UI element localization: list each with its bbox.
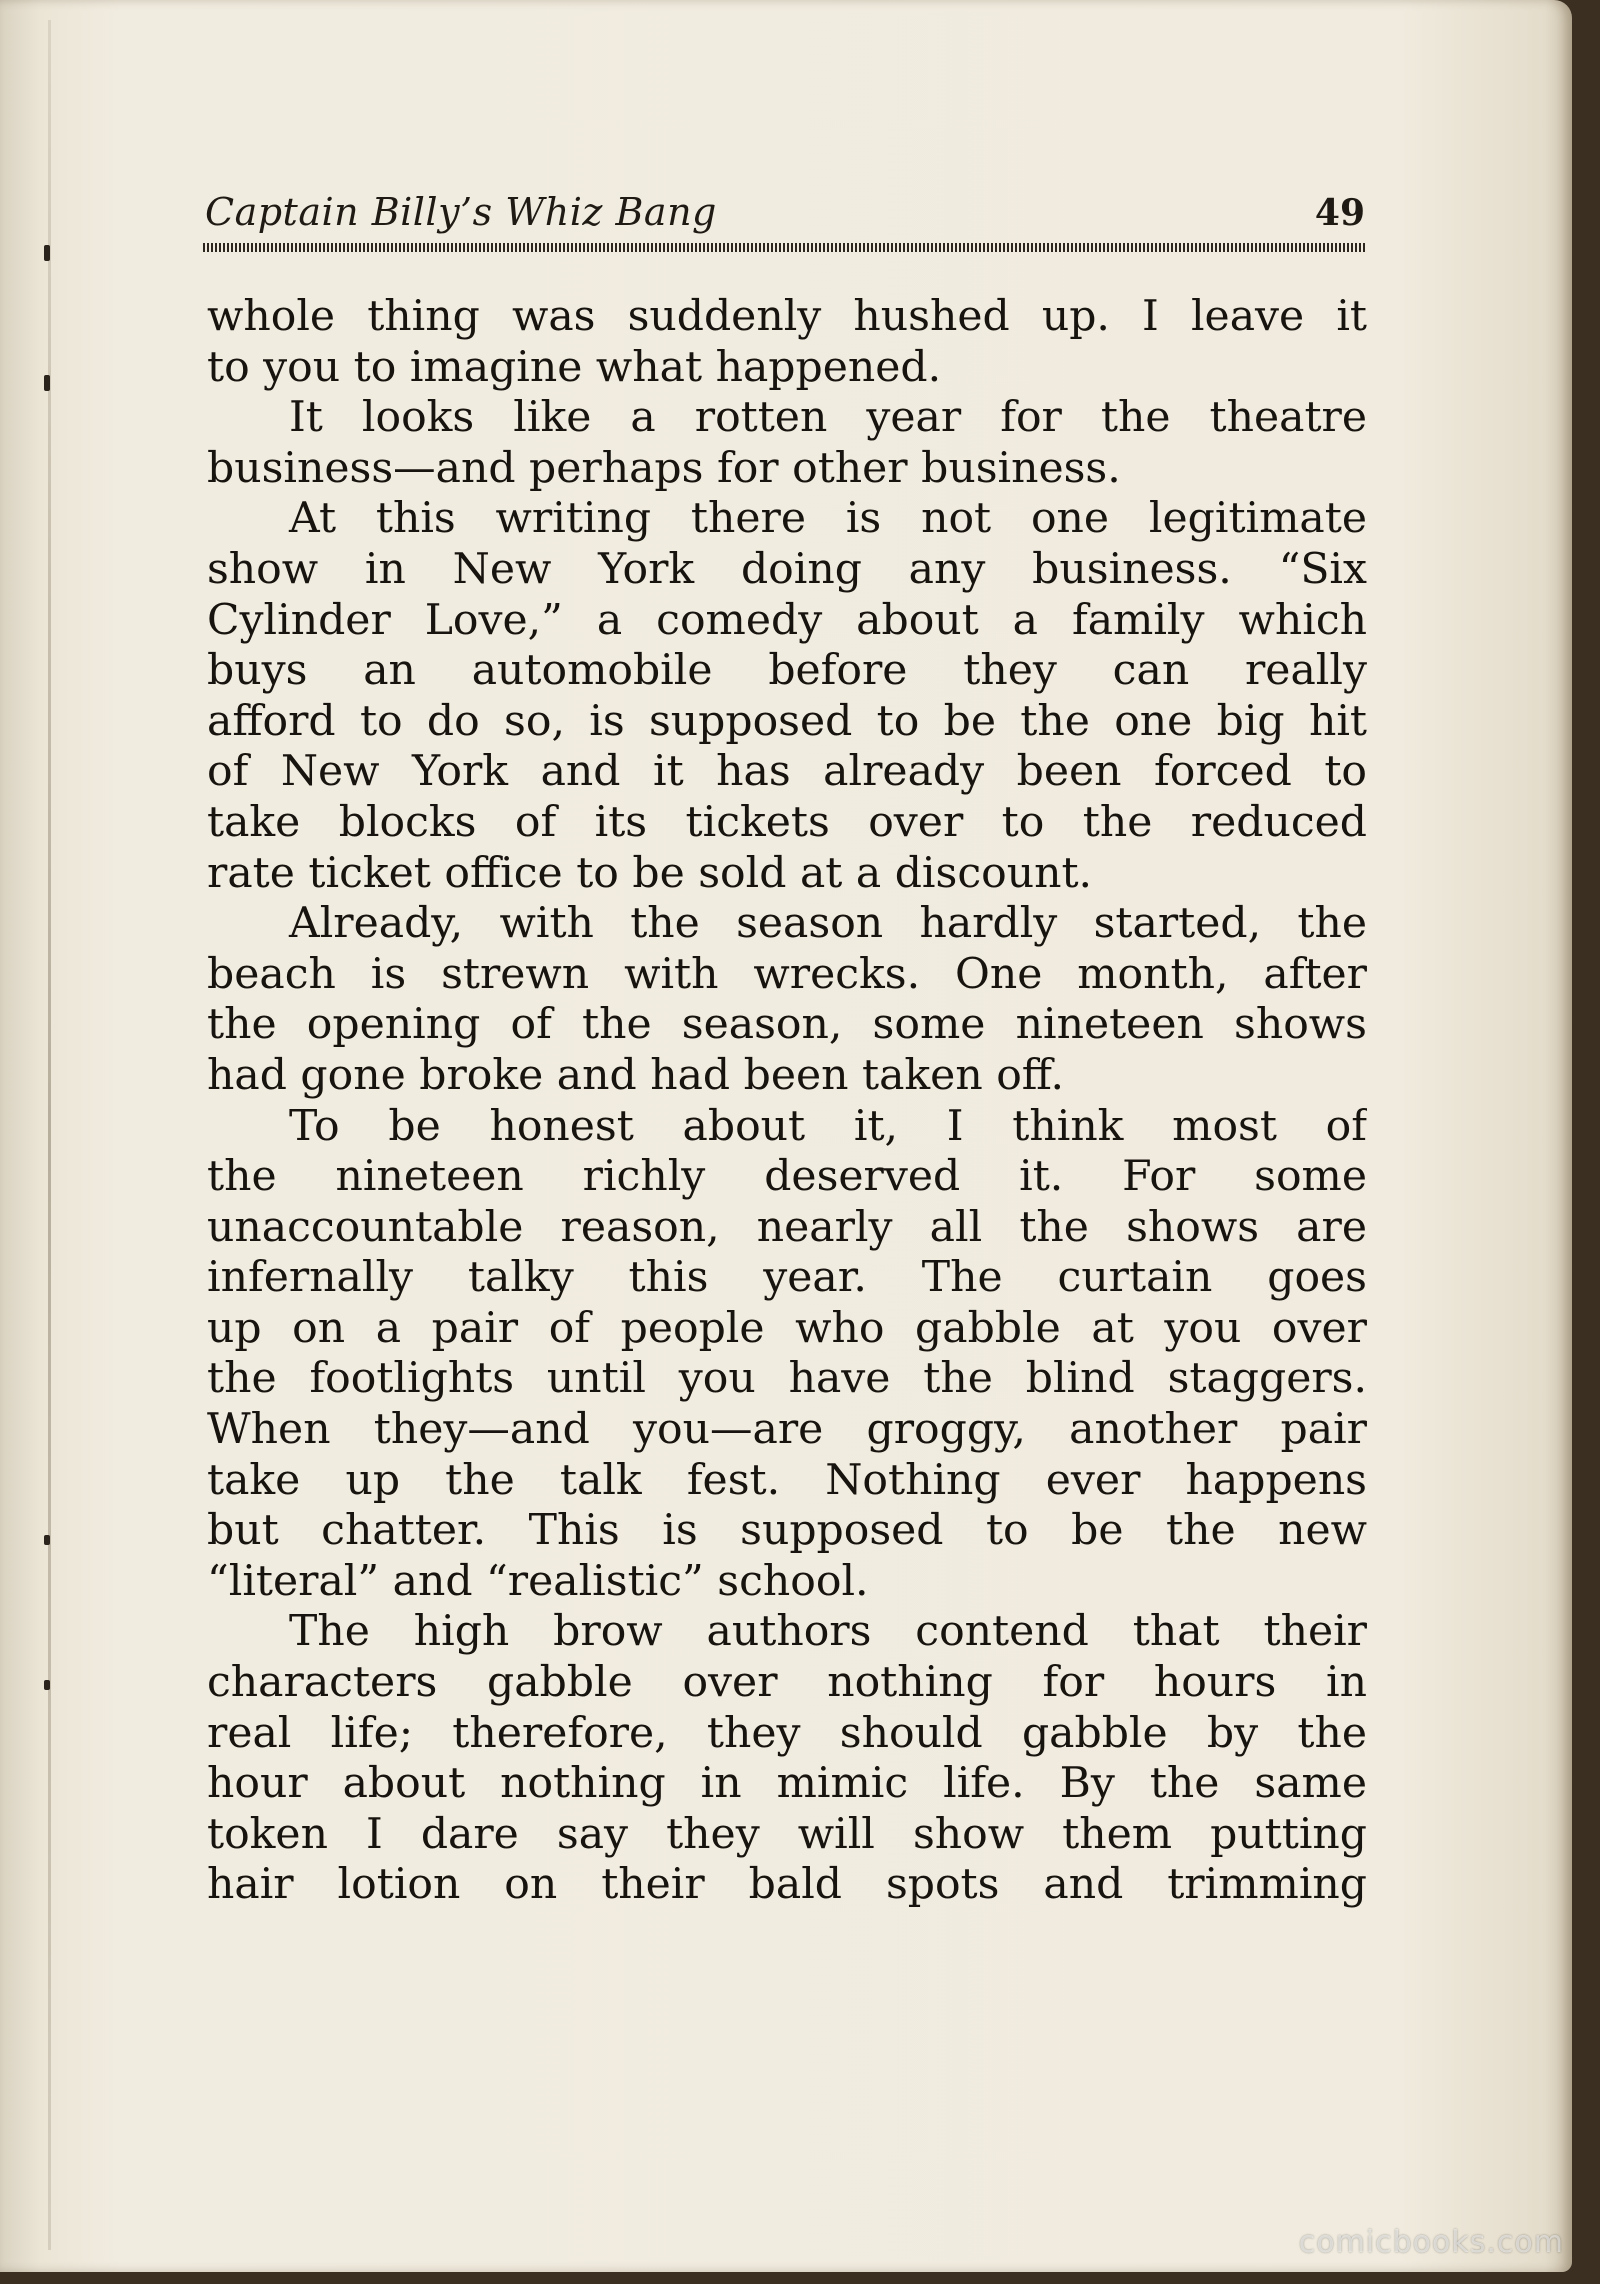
text-line: the footlights until you have the blind staggers.: [207, 1354, 1367, 1404]
running-header: [205, 190, 1365, 240]
text-line: the opening of the season, some nineteen shows: [207, 1000, 1367, 1050]
text-line: buys an automobile before they can really: [207, 646, 1367, 696]
text-line: To be honest about it, I think most of: [289, 1101, 1367, 1151]
text-line: real life; therefore, they should gabble by the: [207, 1708, 1367, 1758]
text-line: business—and perhaps for other business.: [207, 443, 1121, 493]
text-line: afford to do so, is supposed to be the one big hit: [207, 696, 1367, 746]
text-line: Already, with the season hardly started, the: [289, 899, 1367, 949]
text-line: token I dare say they will show them putting: [207, 1809, 1367, 1859]
text-line: characters gabble over nothing for hours in: [207, 1658, 1367, 1708]
text-line: The high brow authors contend that their: [289, 1607, 1367, 1657]
text-line: infernally talky this year. The curtain goes: [207, 1253, 1367, 1303]
staple-mark: [44, 375, 50, 391]
text-line: At this writing there is not one legitimate: [289, 494, 1367, 544]
page-spine-fold: [48, 20, 51, 2250]
article-body: [207, 292, 1367, 1911]
watermark: comicbooks.com: [1298, 2225, 1564, 2260]
page-number: 49: [1314, 192, 1365, 234]
text-line: had gone broke and had been taken off.: [207, 1050, 1064, 1100]
staple-mark: [44, 1535, 50, 1545]
text-line: show in New York doing any business. “Six: [207, 544, 1367, 594]
text-line: It looks like a rotten year for the theatre: [289, 393, 1367, 443]
staple-mark: [44, 245, 50, 261]
text-line: take blocks of its tickets over to the reduced: [207, 797, 1367, 847]
text-line: Cylinder Love,” a comedy about a family which: [207, 595, 1367, 645]
text-line: to you to imagine what happened.: [207, 342, 942, 392]
text-line: of New York and it has already been forced to: [207, 747, 1367, 797]
text-line: beach is strewn with wrecks. One month, after: [207, 949, 1367, 999]
text-line: hair lotion on their bald spots and trimming: [207, 1860, 1367, 1910]
text-line: “literal” and “realistic” school.: [207, 1556, 869, 1606]
text-line: hour about nothing in mimic life. By the same: [207, 1759, 1367, 1809]
text-line: but chatter. This is supposed to be the new: [207, 1506, 1367, 1556]
running-header-title: Captain Billy’s Whiz Bang: [205, 190, 717, 234]
text-line: unaccountable reason, nearly all the shows are: [207, 1202, 1367, 1252]
text-line: take up the talk fest. Nothing ever happens: [207, 1455, 1367, 1505]
text-line: the nineteen richly deserved it. For some: [207, 1152, 1367, 1202]
staple-mark: [44, 1680, 50, 1690]
text-line: When they—and you—are groggy, another pair: [207, 1405, 1367, 1455]
header-rule: [203, 243, 1365, 252]
text-line: rate ticket office to be sold at a discount.: [207, 848, 1093, 898]
text-line: up on a pair of people who gabble at you over: [207, 1303, 1367, 1353]
text-line: whole thing was suddenly hushed up. I leave it: [207, 292, 1367, 341]
